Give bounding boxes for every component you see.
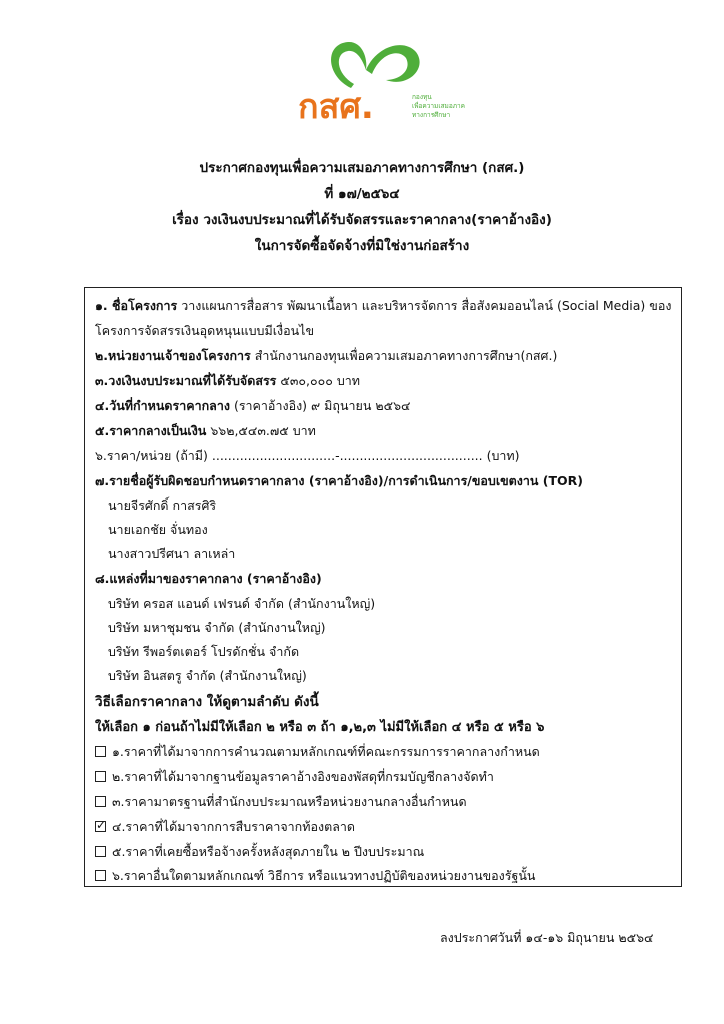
item-5-median-price <box>95 421 316 441</box>
item-2-owner <box>95 346 557 366</box>
item-6-unit-price: ๖.ราคา/หน่วย (ถ้ามี) ...............................-.................................... (บาท) <box>95 448 520 463</box>
option-1 <box>95 742 540 762</box>
item-1-label: ๑. ชื่อโครงการ <box>95 298 178 313</box>
announcement-number: ที่ ๑๗/๒๕๖๔ <box>324 186 400 202</box>
price-source: บริษัท ครอส แอนด์ เฟรนด์ จำกัด (สำนักงานใหญ่) <box>108 596 376 611</box>
option-5-label: ๕.ราคาที่เคยซื้อหรือจ้างครั้งหลังสุดภายใน ๒ ปีงบประมาณ <box>112 844 425 859</box>
option-5 <box>95 842 424 862</box>
item-7-responsible-label: ๗.รายชื่อผู้รับผิดชอบกำหนดราคากลาง (ราคาอ้างอิง)/การดำเนินการ/ขอบเขตงาน (TOR) <box>95 473 584 488</box>
price-source: บริษัท รีพอร์ตเตอร์ โปรดักชั่น จำกัด <box>108 644 300 659</box>
option-2-checkbox[interactable] <box>95 771 106 782</box>
option-2-label: ๒.ราคาที่ได้มาจากฐานข้อมูลราคาอ้างอิงของพัสดุที่กรมบัญชีกลางจัดทำ <box>112 769 494 784</box>
item-1-project-name <box>95 296 671 316</box>
option-1-checkbox[interactable] <box>95 746 106 757</box>
item-4-value: (ราคาอ้างอิง) ๙ มิถุนายน ๒๕๖๔ <box>229 398 411 413</box>
option-2 <box>95 767 494 787</box>
logo-side-text-1: กองทุน <box>412 93 432 101</box>
option-3-label: ๓.ราคามาตรฐานที่สำนักงบประมาณหรือหน่วยงานกลางอื่นกำหนด <box>112 794 467 809</box>
item-4-label: ๔.วันที่กำหนดราคากลาง <box>95 398 230 413</box>
item-4-date <box>95 396 410 416</box>
item-3-value: ๕๓๐,๐๐๐ บาท <box>276 373 361 388</box>
price-source: บริษัท อินสตรู จำกัด (สำนักงานใหญ่) <box>108 668 307 683</box>
option-3-checkbox[interactable] <box>95 796 106 807</box>
option-5-checkbox[interactable] <box>95 846 106 857</box>
responsible-person: นายเอกชัย จั่นทอง <box>108 522 208 537</box>
option-4 <box>95 817 355 837</box>
item-1-value: วางแผนการสื่อสาร พัฒนาเนื้อหา และบริหารจัดการ สื่อสังคมออนไลน์ (Social Media) ของ <box>177 298 672 313</box>
method-title: วิธีเลือกราคากลาง ให้ดูตามลำดับ ดังนี้ <box>95 694 319 710</box>
price-source: บริษัท มหาชุมชน จำกัด (สำนักงานใหญ่) <box>108 620 326 635</box>
responsible-person: นายจีรศักดิ์ กาสรศิริ <box>108 498 217 513</box>
option-4-checkbox[interactable] <box>95 821 106 832</box>
item-5-label: ๕.ราคากลางเป็นเงิน <box>95 423 207 438</box>
announcement-subject-line2: ในการจัดซื้อจัดจ้างที่มิใช่งานก่อสร้าง <box>254 238 470 254</box>
item-3-budget <box>95 371 360 391</box>
option-6-checkbox[interactable] <box>95 870 106 881</box>
item-8-source-label: ๘.แหล่งที่มาของราคากลาง (ราคาอ้างอิง) <box>95 571 322 586</box>
option-1-label: ๑.ราคาที่ได้มาจากการคำนวณตามหลักเกณฑ์ที่คณะกรรมการราคากลางกำหนด <box>112 744 540 759</box>
item-3-label: ๓.วงเงินงบประมาณที่ได้รับจัดสรร <box>95 373 277 388</box>
logo-side-text-2: เพื่อความเสมอภาค <box>412 102 466 110</box>
logo-side-text-3: ทางการศึกษา <box>412 111 451 119</box>
item-2-value: สำนักงานกองทุนเพื่อความเสมอภาคทางการศึกษา(กสศ.) <box>250 348 558 363</box>
organization-logo <box>296 36 486 126</box>
option-4-label: ๔.ราคาที่ได้มาจากการสืบราคาจากท้องตลาด <box>112 819 356 834</box>
announcement-subject: เรื่อง วงเงินงบประมาณที่ได้รับจัดสรรและราคากลาง(ราคาอ้างอิง) <box>172 212 552 228</box>
method-rule: ให้เลือก ๑ ก่อนถ้าไม่มีให้เลือก ๒ หรือ ๓ ถ้า ๑,๒,๓ ไม่มีให้เลือก ๔ หรือ ๕ หรือ ๖ <box>95 720 545 735</box>
announcement-title: ประกาศกองทุนเพื่อความเสมอภาคทางการศึกษา (กสศ.) <box>199 160 525 176</box>
option-3 <box>95 792 467 812</box>
logo-text: กสศ. <box>298 87 374 126</box>
option-6-label: ๖.ราคาอื่นใดตามหลักเกณฑ์ วิธีการ หรือแนวทางปฏิบัติของหน่วยงานของรัฐนั้น <box>112 868 536 883</box>
announcement-date: ลงประกาศวันที่ ๑๔-๑๖ มิถุนายน ๒๕๖๔ <box>440 930 654 945</box>
item-5-value: ๖๖๒,๕๔๓.๗๕ บาท <box>206 423 316 438</box>
option-6 <box>95 866 535 886</box>
responsible-person: นางสาวปรีศนา ลาเหล่า <box>108 546 236 561</box>
item-2-label: ๒.หน่วยงานเจ้าของโครงการ <box>95 348 251 363</box>
item-1-continuation: โครงการจัดสรรเงินอุดหนุนแบบมีเงื่อนไข <box>95 323 314 338</box>
